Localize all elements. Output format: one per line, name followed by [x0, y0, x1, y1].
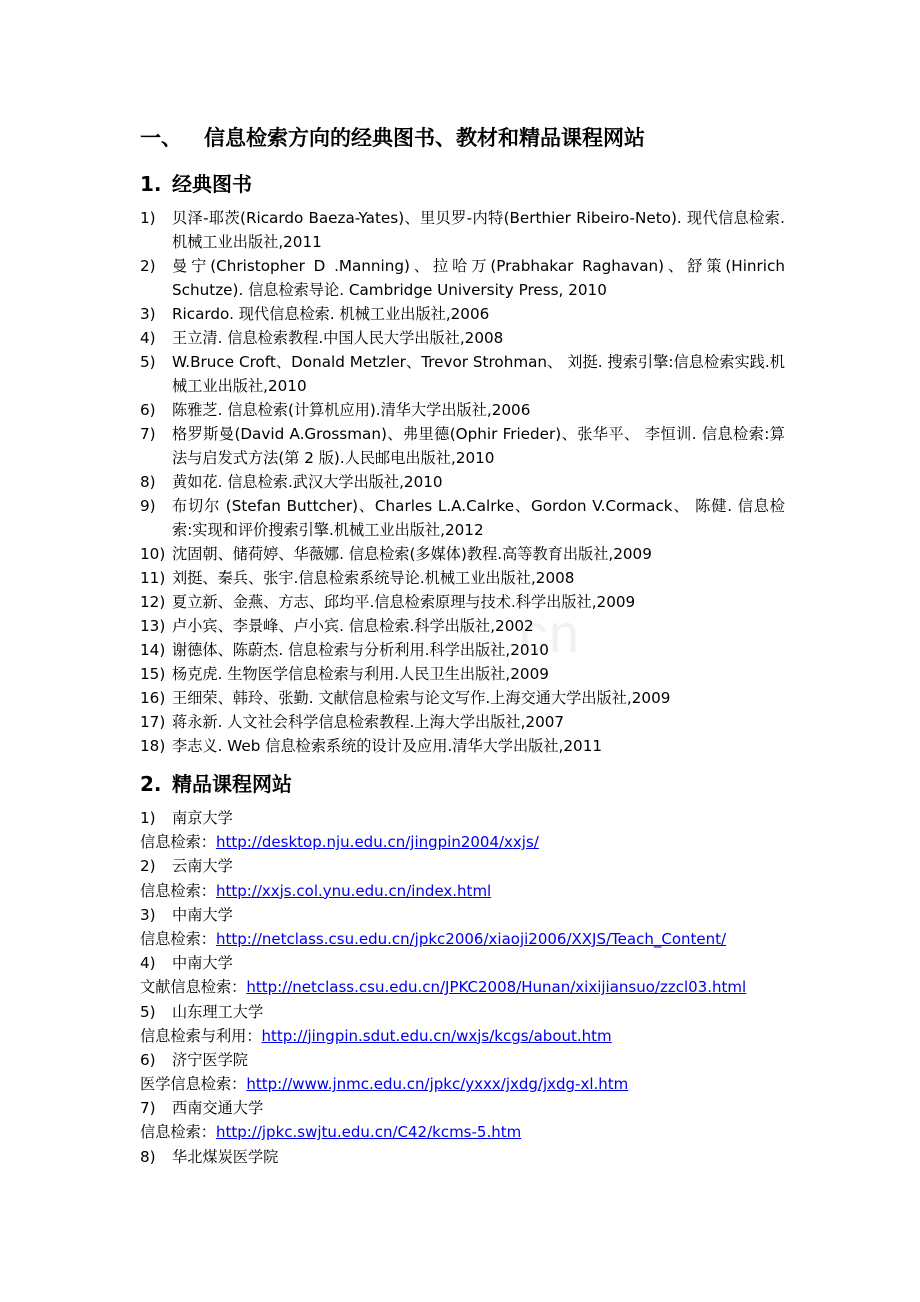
site-url-link[interactable]: http://netclass.csu.edu.cn/JPKC2008/Hunan/xixijiansuo/zzcl03.html — [246, 978, 747, 997]
site-school-name: 云南大学 — [172, 857, 233, 876]
book-item-text: 曼宁(Christopher D .Manning)、拉哈万(Prabhakar Raghavan)、舒策(Hinrich Schutze). 信息检索导论. Cambridge University Press, 2010 — [172, 257, 785, 299]
book-item-number: 7) — [140, 425, 156, 443]
book-item — [140, 710, 785, 734]
book-item-number: 17) — [140, 713, 166, 731]
book-item — [140, 398, 785, 422]
book-item — [140, 470, 785, 494]
book-item-text: 卢小宾、李景峰、卢小宾. 信息检索.科学出版社,2002 — [172, 617, 534, 635]
site-link-row — [140, 1120, 785, 1144]
site-item-number: 6) — [140, 1050, 156, 1069]
site-school-row — [140, 1000, 785, 1024]
site-url-link[interactable]: http://jpkc.swjtu.edu.cn/C42/kcms-5.htm — [215, 1123, 522, 1142]
site-school-row — [140, 1145, 785, 1169]
book-item-number: 14) — [140, 641, 166, 659]
book-item-text: 刘挺、秦兵、张宇.信息检索系统导论.机械工业出版社,2008 — [172, 569, 575, 587]
site-school-row — [140, 854, 785, 878]
site-item-number: 2) — [140, 857, 156, 876]
section-heading-sites — [140, 766, 785, 802]
site-link-row — [140, 879, 785, 903]
book-item — [140, 350, 785, 398]
book-item — [140, 566, 785, 590]
book-item-text: W.Bruce Croft、Donald Metzler、Trevor Strohman、 刘挺. 搜索引擎:信息检索实践.机械工业出版社,2010 — [172, 353, 785, 395]
watermark: cn — [520, 604, 582, 664]
site-school-name: 华北煤炭医学院 — [172, 1147, 279, 1166]
book-item-number: 5) — [140, 353, 156, 371]
site-link-row — [140, 830, 785, 854]
site-school-row — [140, 903, 785, 927]
site-item-number: 1) — [140, 809, 156, 827]
book-item-text: 夏立新、金燕、方志、邱均平.信息检索原理与技术.科学出版社,2009 — [172, 593, 636, 611]
site-school-row — [140, 951, 785, 975]
site-school-row — [140, 806, 785, 830]
book-item-text: 黄如花. 信息检索.武汉大学出版社,2010 — [172, 473, 443, 491]
book-item-text: 谢德体、陈蔚杰. 信息检索与分析利用.科学出版社,2010 — [172, 641, 549, 659]
book-item-number: 11) — [140, 569, 166, 587]
section-heading-books — [140, 166, 785, 202]
book-item-number: 8) — [140, 473, 156, 491]
book-item — [140, 614, 785, 638]
site-url-link[interactable]: http://desktop.nju.edu.cn/jingpin2004/xxjs/ — [215, 833, 539, 852]
book-item — [140, 206, 785, 254]
site-course-label: 信息检索： — [140, 833, 216, 852]
site-item-number: 3) — [140, 905, 156, 924]
site-url-link[interactable]: http://netclass.csu.edu.cn/jpkc2006/xiaoji2006/XXJS/Teach_Content/ — [215, 929, 727, 948]
book-item-number: 9) — [140, 497, 156, 515]
book-item — [140, 734, 785, 758]
site-school-row — [140, 1048, 785, 1072]
book-item — [140, 302, 785, 326]
site-school-name: 中南大学 — [172, 954, 233, 973]
site-school-name: 山东理工大学 — [172, 1002, 264, 1021]
book-item-text: 杨克虎. 生物医学信息检索与利用.人民卫生出版社,2009 — [172, 665, 549, 683]
book-item-text: 贝泽-耶茨(Ricardo Baeza-Yates)、里贝罗-内特(Berthier Ribeiro-Neto). 现代信息检索.机械工业出版社,2011 — [172, 209, 785, 251]
book-item-number: 16) — [140, 689, 166, 707]
site-school-name: 西南交通大学 — [172, 1099, 264, 1118]
site-item-number: 8) — [140, 1147, 156, 1166]
book-item — [140, 686, 785, 710]
section-title: 经典图书 — [172, 172, 252, 196]
site-link-row — [140, 927, 785, 951]
section-number: 2. — [140, 772, 162, 796]
book-item-text: 陈雅芝. 信息检索(计算机应用).清华大学出版社,2006 — [172, 401, 531, 419]
book-item-number: 2) — [140, 257, 156, 275]
book-item-text: 沈固朝、储荷婷、华薇娜. 信息检索(多媒体)教程.高等教育出版社,2009 — [172, 545, 652, 563]
site-school-name: 南京大学 — [172, 809, 233, 827]
book-item-number: 15) — [140, 665, 166, 683]
book-item-text: 王细荣、韩玲、张勤. 文献信息检索与论文写作.上海交通大学出版社,2009 — [172, 689, 671, 707]
book-item — [140, 422, 785, 470]
book-item-text: 蒋永新. 人文社会科学信息检索教程.上海大学出版社,2007 — [172, 713, 565, 731]
book-item-number: 12) — [140, 593, 166, 611]
section-title: 精品课程网站 — [172, 772, 292, 796]
site-course-label: 文献信息检索： — [140, 978, 247, 997]
site-link-row — [140, 975, 785, 999]
course-site-list — [140, 806, 785, 1169]
site-item-number: 4) — [140, 954, 156, 973]
site-link-row — [140, 1024, 785, 1048]
book-item-number: 10) — [140, 545, 166, 563]
site-url-link[interactable]: http://www.jnmc.edu.cn/jpkc/yxxx/jxdg/jxdg-xl.htm — [246, 1075, 629, 1094]
site-course-label: 信息检索： — [140, 929, 216, 948]
site-url-link[interactable]: http://xxjs.col.ynu.edu.cn/index.html — [215, 881, 492, 900]
document-page — [140, 118, 785, 1169]
book-item-text: 格罗斯曼(David A.Grossman)、弗里德(Ophir Frieder)、张华平、 李恒训. 信息检索:算法与启发式方法(第 2 版).人民邮电出版社,2010 — [172, 425, 785, 467]
site-course-label: 信息检索： — [140, 881, 216, 900]
site-course-label: 医学信息检索： — [140, 1075, 247, 1094]
site-url-link[interactable]: http://jingpin.sdut.edu.cn/wxjs/kcgs/about.htm — [261, 1026, 612, 1045]
site-link-row — [140, 1072, 785, 1096]
book-item — [140, 638, 785, 662]
book-item-number: 3) — [140, 305, 156, 323]
site-school-row — [140, 1096, 785, 1120]
main-heading — [140, 118, 785, 158]
book-item-text: 布切尔 (Stefan Buttcher)、Charles L.A.Calrke、Gordon V.Cormack、 陈健. 信息检索:实现和评价搜索引擎.机械工业出版社,2012 — [172, 497, 785, 539]
book-item-text: 李志义. Web 信息检索系统的设计及应用.清华大学出版社,2011 — [172, 737, 603, 755]
book-item-number: 6) — [140, 401, 156, 419]
book-item-text: Ricardo. 现代信息检索. 机械工业出版社,2006 — [172, 305, 490, 323]
book-item — [140, 254, 785, 302]
site-item-number: 5) — [140, 1002, 156, 1021]
book-item-number: 4) — [140, 329, 156, 347]
book-item-number: 13) — [140, 617, 166, 635]
site-item-number: 7) — [140, 1099, 156, 1118]
book-item — [140, 326, 785, 350]
book-item-text: 王立清. 信息检索教程.中国人民大学出版社,2008 — [172, 329, 504, 347]
book-item — [140, 542, 785, 566]
main-heading-title: 信息检索方向的经典图书、教材和精品课程网站 — [204, 126, 645, 150]
main-heading-number: 一、 — [140, 126, 182, 150]
section-number: 1. — [140, 172, 162, 196]
book-list — [140, 206, 785, 758]
site-school-name: 济宁医学院 — [172, 1050, 248, 1069]
book-item — [140, 494, 785, 542]
site-course-label: 信息检索： — [140, 1123, 216, 1142]
book-item — [140, 590, 785, 614]
book-item-number: 1) — [140, 209, 156, 227]
book-item — [140, 662, 785, 686]
site-school-name: 中南大学 — [172, 905, 233, 924]
site-course-label: 信息检索与利用： — [140, 1026, 262, 1045]
book-item-number: 18) — [140, 737, 166, 755]
